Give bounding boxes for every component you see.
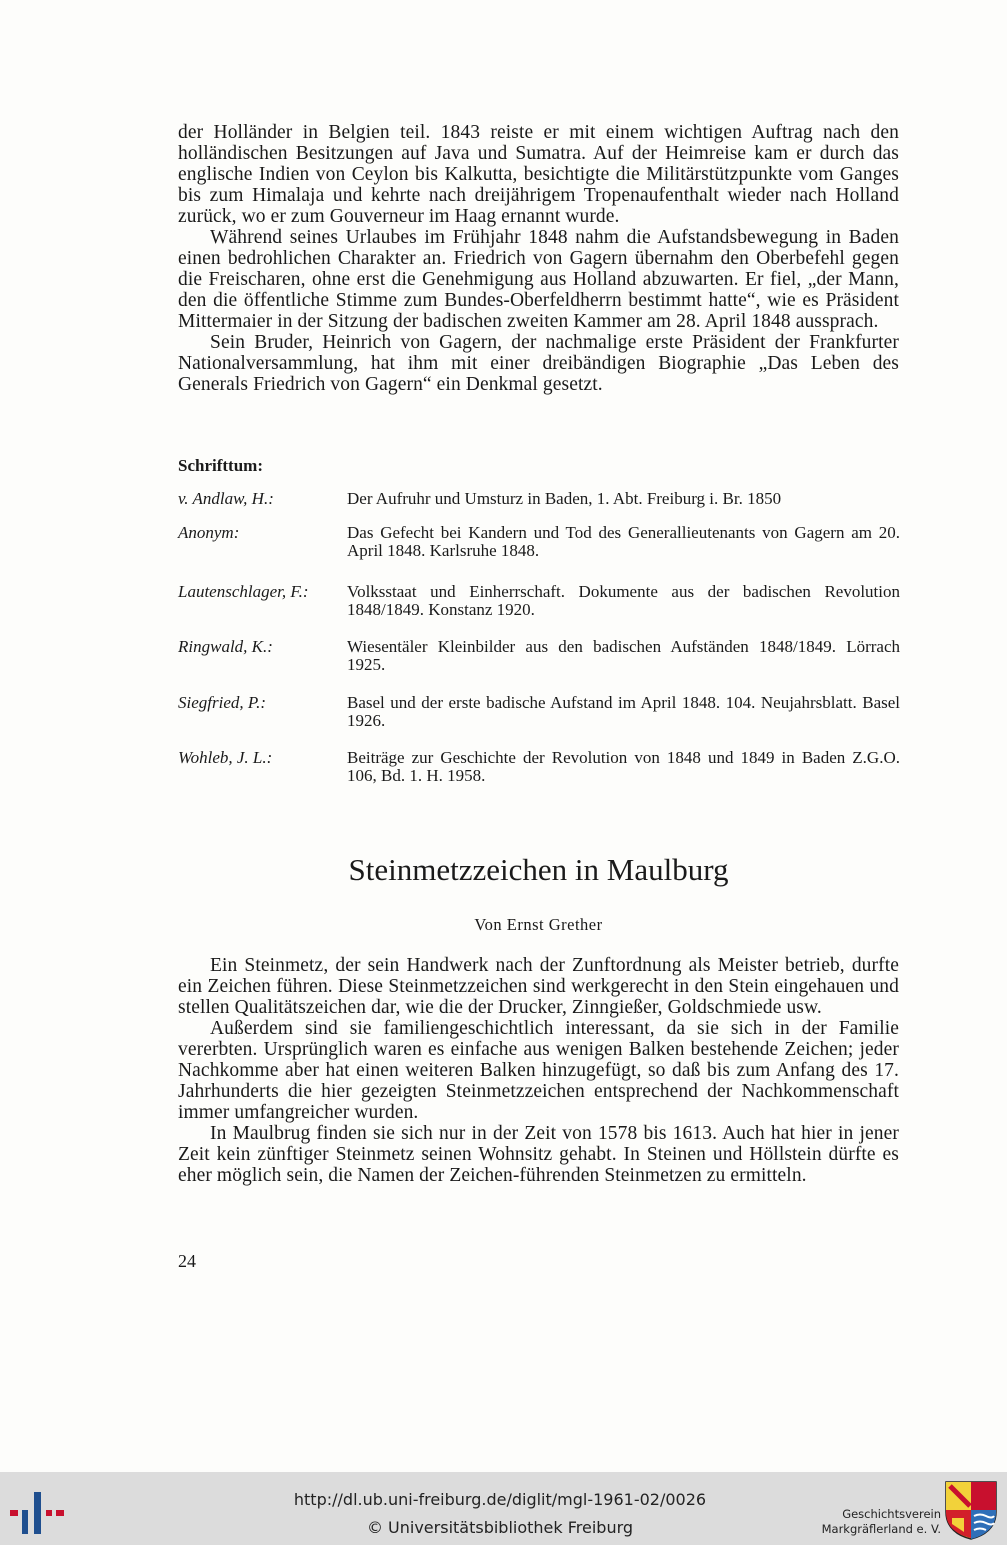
entry-author: Ringwald, K.: xyxy=(178,637,273,656)
entry-work: Volksstaat und Einherrschaft. Dokumente aus der badischen Revolution 1848/1849. Konstanz 1920. xyxy=(347,582,900,619)
article-text xyxy=(178,955,899,1186)
page-number: 24 xyxy=(178,1251,196,1271)
entry-author: Wohleb, J. L.: xyxy=(178,748,273,767)
entry-work: Der Aufruhr und Umsturz in Baden, 1. Abt. Freiburg i. Br. 1850 xyxy=(347,489,782,508)
source-url-link[interactable]: http://dl.ub.uni-freiburg.de/diglit/mgl-1961-02/0026 xyxy=(293,1490,707,1509)
entry-work: Das Gefecht bei Kandern und Tod des Generallieutenants von Gagern am 20. April 1848. Karlsruhe 1848. xyxy=(347,523,900,560)
article-paragraph-2: Außerdem sind sie familiengeschichtlich interessant, da sie sich in der Familie vererbten. Ursprünglich waren es einfache aus wenigen Balken bestehende Zeichen; jeder Nachkomme aber hat einen weiteren Balken hinzugefügt, so daß bis zum Anfang des 17. Jahrhunderts die hier gezeigten Steinmetzzeichen entsprechend der Nachkommenschaft immer umfangreicher wurden. xyxy=(178,1018,899,1123)
society-line-2: Markgräflerland e. V. xyxy=(821,1522,941,1536)
bibliography-entry xyxy=(178,749,900,785)
article-paragraph-1: Ein Steinmetz, der sein Handwerk nach der Zunftordnung als Meister betrieb, durfte ein Zeichen führen. Diese Steinmetzzeichen sind werkgerecht in den Stein eingehauen und stellen Qualitätszeichen dar, wie die der Drucker, Zinngießer, Goldschmiede usw. xyxy=(178,955,899,1018)
entry-author: Lautenschlager, F.: xyxy=(178,582,309,601)
society-line-1: Geschichtsverein xyxy=(842,1507,941,1521)
bibliography-entry xyxy=(178,638,900,674)
entry-work: Beiträge zur Geschichte der Revolution von 1848 und 1849 in Baden Z.G.O. 106, Bd. 1. H. 1958. xyxy=(347,748,900,785)
bibliography-entry xyxy=(178,490,900,508)
entry-work: Wiesentäler Kleinbilder aus den badischen Aufständen 1848/1849. Lörrach 1925. xyxy=(347,637,900,674)
coat-of-arms-icon xyxy=(944,1480,998,1540)
bibliography-entry xyxy=(178,694,900,730)
intro-paragraph-1: der Holländer in Belgien teil. 1843 reiste er mit einem wichtigen Auftrag nach den holländischen Besitzungen auf Java und Sumatra. Auf der Heimreise kam er durch das englische Indien von Ceylon bis Kalkutta, besichtigte die Militärstützpunkte vom Ganges bis zum Himalaja und kehrte nach dreijährigem Tropenaufenthalt wieder nach Holland zurück, wo er zum Gouverneur im Haag ernannt wurde. xyxy=(178,122,899,227)
entry-author: Siegfried, P.: xyxy=(178,693,266,712)
intro-text xyxy=(178,122,899,395)
bibliography-entry xyxy=(178,524,900,560)
intro-paragraph-3: Sein Bruder, Heinrich von Gagern, der nachmalige erste Präsident der Frankfurter Nationalversammlung, hat ihm mit einer dreibändigen Biographie „Das Leben des Generals Friedrich von Gagern“ ein Denkmal gesetzt. xyxy=(178,332,899,395)
article-title: Steinmetzzeichen in Maulburg xyxy=(348,852,729,887)
intro-paragraph-2: Während seines Urlaubes im Frühjahr 1848 nahm die Aufstandsbewegung in Baden einen bedrohlichen Charakter an. Friedrich von Gagern übernahm den Oberbefehl gegen die Freischaren, ohne erst die Genehmigung aus Holland abzuwarten. Er fiel, „der Mann, den die öffentliche Stimme zum Bundes-Oberfeldherrn bestimmt hatte“, wie es Präsident Mittermaier in der Sitzung der badischen zweiten Kammer am 28. April 1848 aussprach. xyxy=(178,227,899,332)
entry-author: v. Andlaw, H.: xyxy=(178,489,274,508)
bibliography-entry xyxy=(178,583,900,619)
bibliography-heading: Schrifttum: xyxy=(178,456,263,475)
footer-bar xyxy=(0,1472,1007,1545)
copyright-notice: © Universitätsbibliothek Freiburg xyxy=(366,1518,634,1537)
entry-work: Basel und der erste badische Aufstand im April 1848. 104. Neujahrsblatt. Basel 1926. xyxy=(347,693,900,730)
article-byline: Von Ernst Grether xyxy=(474,915,603,934)
society-name xyxy=(807,1507,941,1537)
article-paragraph-3: In Maulbrug finden sie sich nur in der Zeit von 1578 bis 1613. Auch hat hier in jener Zeit kein zünftiger Steinmetz seinen Wohnsitz gehabt. In Steinen und Höllstein dürfte es eher möglich sein, die Namen der Zeichen-führenden Steinmetzen zu ermitteln. xyxy=(178,1123,899,1186)
entry-author: Anonym: xyxy=(178,523,240,542)
ub-freiburg-logo-icon[interactable] xyxy=(10,1488,66,1538)
